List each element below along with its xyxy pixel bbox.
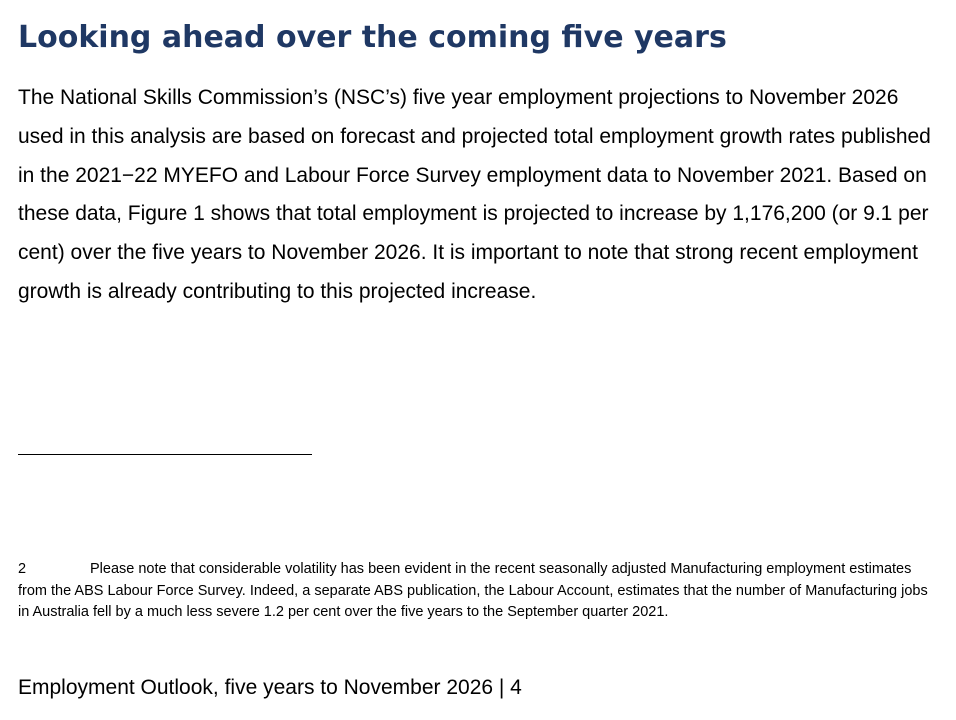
footnote xyxy=(18,559,938,624)
body-paragraph: The National Skills Commission’s (NSC’s) five year employment projections to November 2026 used in this analysis are based on forecast and projected total employment growth rates published in the 2021−22 MYEFO and Labour Force Survey employment data to November 2021. Based on these data, Figure 1 shows that total employment is projected to increase by 1,176,200 (or 9.1 per cent) over the five years to November 2026. It is important to note that strong recent employment growth is already contributing to this projected increase. xyxy=(18,86,931,303)
section-heading: Looking ahead over the coming five years xyxy=(18,20,727,55)
page-footer: Employment Outlook, five years to November 2026 | 4 xyxy=(18,676,522,699)
footnote-text: Please note that considerable volatility has been evident in the recent seasonally adjusted Manufacturing employment estimates from the ABS Labour Force Survey. Indeed, a separate ABS publication, the Labour Account, estimates that the number of Manufacturing jobs in Australia fell by a much less severe 1.2 per cent over the five years to the September quarter 2021. xyxy=(18,561,928,620)
footnote-separator xyxy=(18,454,312,455)
footnote-number: 2 xyxy=(18,561,27,577)
